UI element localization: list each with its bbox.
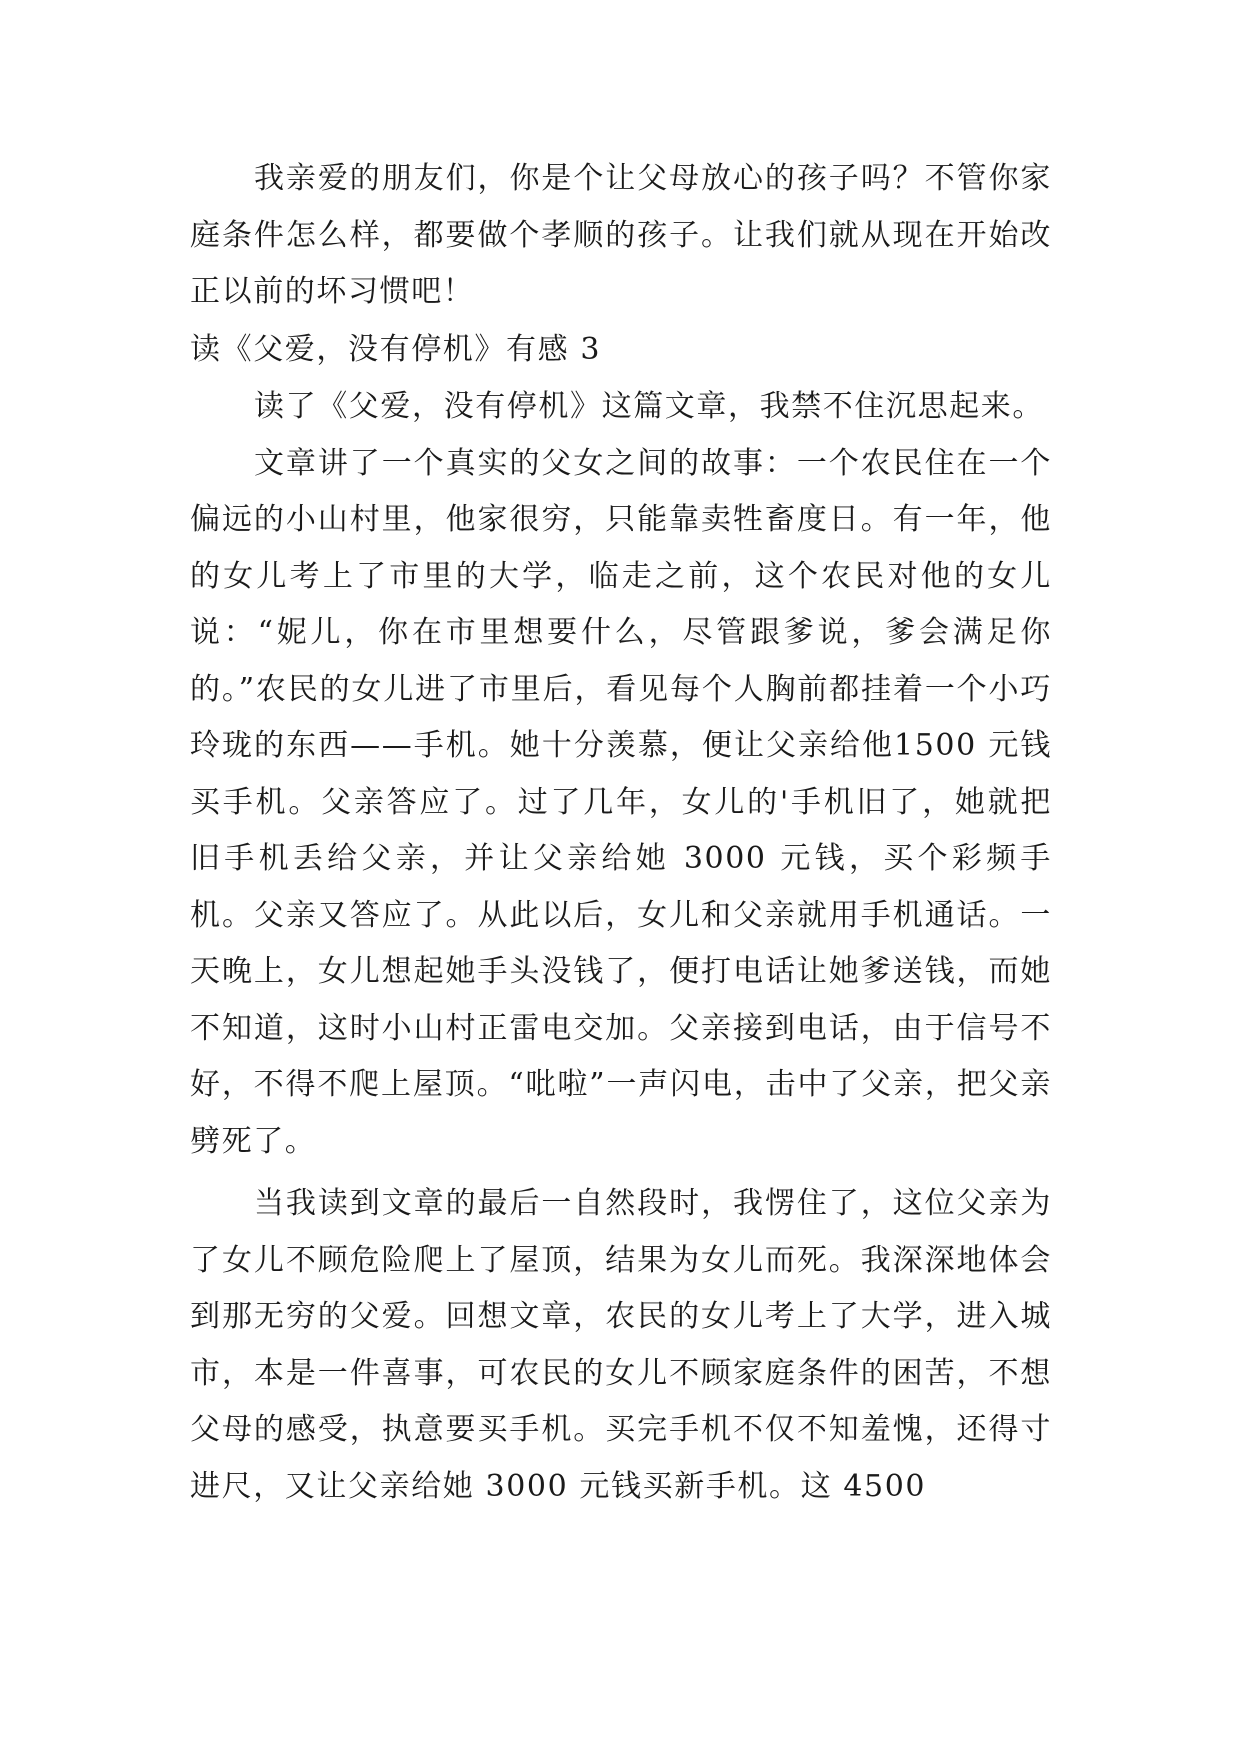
paragraph-story: 文章讲了一个真实的父女之间的故事：一个农民住在一个偏远的小山村里，他家很穷，只能靠卖牲畜度日。有一年，他的女儿考上了市里的大学，临走之前，这个农民对他的女儿说：“妮儿，你在市里想要什么，尽管跟爹说，爹会满足你的。”农民的女儿进了市里后，看见每个人胸前都挂着一个小巧玲珑的东西——手机。她十分羡慕，便让父亲给他1500 元钱买手机。父亲答应了。过了几年，女儿的'手机旧了，她就把旧手机丢给父亲，并让父亲给她 3000 元钱，买个彩频手机。父亲又答应了。从此以后，女儿和父亲就用手机通话。一天晚上，女儿想起她手头没钱了，便打电话让她爹送钱，而她不知道，这时小山村正雷电交加。父亲接到电话，由于信号不好，不得不爬上屋顶。“吡啦”一声闪电，击中了父亲，把父亲劈死了。 <box>190 445 1052 1159</box>
paragraph-reflection: 当我读到文章的最后一自然段时，我愣住了，这位父亲为了女儿不顾危险爬上了屋顶，结果为女儿而死。我深深地体会到那无穷的父爱。回想文章，农民的女儿考上了大学，进入城市，本是一件喜事，可农民的女儿不顾家庭条件的困苦，不想父母的感受，执意要买手机。买完手机不仅不知羞愧，还得寸进尺，又让父亲给她 3000 元钱买新手机。这 4500 <box>190 1186 1052 1504</box>
essay-heading: 读《父爱，没有停机》有感 3 <box>190 331 602 367</box>
document-body <box>190 151 1052 1515</box>
paragraph-closing-appeal: 我亲爱的朋友们，你是个让父母放心的孩子吗？不管你家庭条件怎么样，都要做个孝顺的孩子。让我们就从现在开始改正以前的坏习惯吧！ <box>190 161 1052 309</box>
paragraph-intro: 读了《父爱，没有停机》这篇文章，我禁不住沉思起来。 <box>254 389 1044 424</box>
